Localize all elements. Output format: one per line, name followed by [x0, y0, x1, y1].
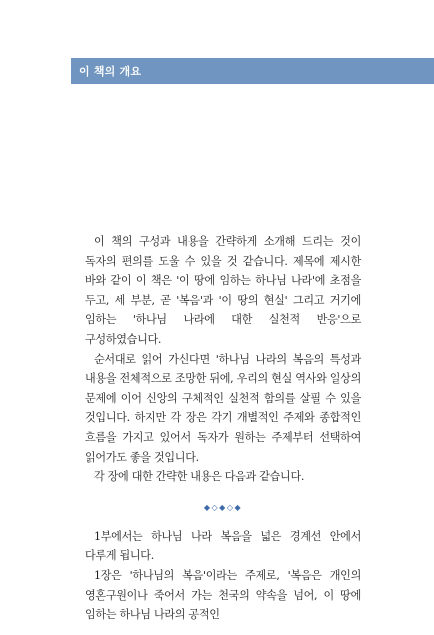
intro-paragraph: 각 장에 대한 간략한 내용은 다음과 같습니다.: [94, 470, 305, 484]
intro-paragraph: 이 책의 구성과 내용을 간략하게 소개해 드리는 것이 독자의 편의를 도울 수 있을 것 같습니다. 제목에 제시한 바와 같이 이 책은 '이 땅에 임하는 하나님 나라'에 초점을 두고, 세 부분, 곧 '복음'과 '이 땅의 현실' 그리고 거기에 임하는 '하나님 나라에 대한 실천적 반응'으로 구성하였습니다.: [85, 235, 361, 346]
section-paragraph: 1장은 '하나님의 복음'이라는 주제로, '복음은 개인의 영혼구원이나 죽어서 가는 천국의 약속을 넘어, 이 땅에 임하는 하나님 나라의 공적인: [85, 568, 361, 622]
section-title: 이 책의 개요: [79, 65, 142, 78]
intro-paragraph: 순서대로 읽어 가신다면 '하나님 나라의 복음의 특성과 내용을 전체적으로 조망한 뒤에, 우리의 현실 역사와 일상의 문제에 이어 신앙의 구체적인 실천적 함의를 살필 수 있을 것입니다. 하지만 각 장은 각기 개별적인 주제와 종합적인 흐름을 가지고 있어서 독자가 원하는 주제부터 선택하여 읽어가도 좋을 것입니다.: [85, 352, 361, 464]
section-paragraph: 1부에서는 하나님 나라 복음을 넓은 경계선 안에서 다루게 됩니다.: [85, 529, 361, 563]
section-header-bar: [71, 58, 434, 84]
body-text: [85, 232, 361, 625]
ornament-divider: ◆◇◆◇◆: [203, 502, 243, 512]
